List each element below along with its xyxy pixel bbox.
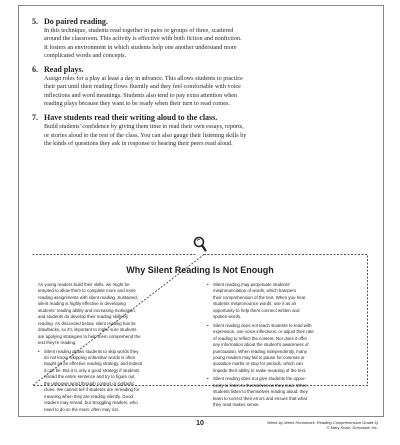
body-line: Assign roles for a play at least a day in advance. This allows students to practice	[44, 75, 243, 83]
item-body	[44, 75, 352, 108]
bullet-item: • Silent reading does not teach students to read with expression, use voice inflections, or adjust their rate of reading to reflect the content. Nor does it offer any information about the student's awareness of punctuation. When reading independently, many young readers may fail to pause for commas or quotation marks or stop for periods, which can impede their ability to make meaning of the text.	[207, 322, 314, 373]
bullet-item: • Silent reading does not give students the oppor- tunity to listen to themselves as they read. When students listen to themselves reading aloud, they learn to correct their errors and ensure that what they read makes sense.	[207, 376, 308, 408]
item-number: 5.	[32, 17, 38, 26]
list-item-6	[32, 65, 352, 108]
body-line: complicated words and concepts.	[44, 51, 127, 59]
list-item-5	[32, 17, 352, 60]
tip-box-title: Why Silent Reading Is Not Enough	[126, 265, 274, 275]
body-line: It fosters an environment in which students help one another understand more	[44, 43, 237, 51]
tip-left-column	[38, 282, 185, 415]
bullet-item: • Silent reading allows students to skip words they do not know. Skipping unfamiliar words is often taught as an effective reading strategy, and indeed it can be. But it is only a good strategy if students reread the entire sentence and try to figure out the unknown word through context or syntactic clues. We cannot tell if students are rereading for meaning when they are reading silently. Good readers may reread, but struggling readers, who need to do so the most, often may not.	[38, 348, 143, 412]
intro-paragraph: As young readers build their skills, we might be tempted to allow them to complete more and more reading assignments with silent reading. Sustained, silent reading is highly effective in developing students' reading ability and increasing motivation, and students do develop their reading skills by reading. As discussed below, silent reading has its drawbacks, so it's important to make sure students are applying strategies to help them comprehend the text they're reading.	[38, 282, 141, 346]
bullet-icon: •	[38, 348, 40, 354]
magnifier-icon	[193, 236, 207, 252]
list-item-7	[32, 113, 352, 148]
body-line: inflections and word meanings. Students also tend to pay extra attention when	[44, 91, 238, 99]
bullet-item: • Silent reading may perpetuate students' mispronunciation of words, which hampers their comprehension of the text. When you hear students mispronounce words, use it as an opportunity to help them connect written and spoken words.	[207, 282, 306, 320]
credit-line: Week-by-Week Homework: Reading Comprehension Grade 5)	[267, 420, 378, 425]
body-line: their part until their reading flows fluently and they feel comfortable with voice	[44, 83, 241, 91]
tip-right-column	[207, 282, 354, 411]
credit-line: © Mary Rose, Scholastic Inc.	[326, 425, 378, 430]
item-body	[44, 27, 352, 60]
item-heading: Do paired reading.	[44, 17, 108, 26]
item-number: 6.	[32, 65, 38, 75]
page-number: 10	[196, 420, 204, 427]
item-body	[44, 123, 352, 148]
item-heading: Read plays.	[44, 65, 84, 75]
item-number: 7.	[32, 113, 38, 123]
body-line: the kinds of questions they ask in response to hearing their peers read aloud.	[44, 139, 233, 147]
body-line: In this technique, students read together in pairs or groups of three, scattered	[44, 27, 234, 34]
body-line: reading plays because they want to be ready when their turn to read comes.	[44, 100, 230, 108]
body-line: or stories aloud to the rest of the class. You can also gauge their listening skills by	[44, 131, 247, 139]
tip-box	[32, 254, 368, 412]
item-heading: Have students read their writing aloud to the class.	[44, 113, 218, 123]
bullet-icon: •	[207, 376, 209, 382]
body-line: around the classroom. This activity is effective with both fiction and nonfiction.	[44, 35, 242, 43]
tip-list	[32, 17, 352, 153]
bullet-icon: •	[207, 322, 209, 328]
body-line: Build students' confidence by giving them time to read their own essays, reports,	[44, 123, 244, 131]
bullet-icon: •	[207, 282, 209, 287]
copyright-credit	[267, 420, 378, 430]
